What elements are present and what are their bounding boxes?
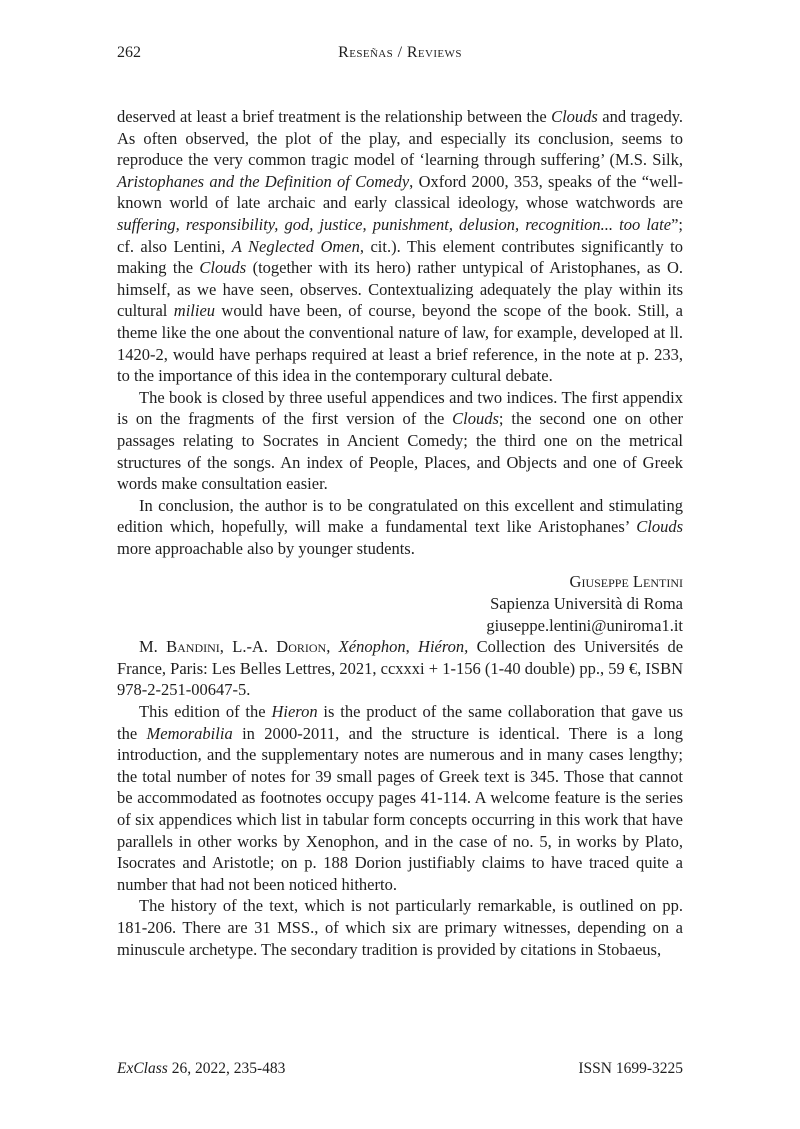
italic-text: Hieron bbox=[271, 702, 318, 722]
italic-text: Memorabilia bbox=[146, 723, 233, 743]
text-segment: , bbox=[326, 637, 339, 657]
author-email: giuseppe.lentini@uniroma1.it bbox=[486, 615, 683, 635]
author-signature bbox=[117, 571, 683, 636]
text-segment: would have been, of course, beyond the scope of the book. Still, a theme like the one about the conventional nature of law, for example, developed at ll. 1420-2, would have perhaps required at least a brief reference, in the note at p. 233, to the importance of this idea in the contemporary cultural debate. bbox=[117, 301, 684, 386]
page-body bbox=[117, 106, 683, 960]
review-paragraph-appendices bbox=[117, 387, 683, 495]
italic-text: milieu bbox=[173, 301, 216, 321]
italic-text: A Neglected Omen bbox=[231, 236, 360, 256]
italic-text: Hiéron, bbox=[418, 637, 469, 657]
review-paragraph-edition bbox=[117, 701, 683, 895]
text-segment: (together with its hero) rather untypical of Aristophanes, as O. himself, as we have seen, observes. Contextualizing adequately the play within its cultural bbox=[117, 258, 683, 321]
review-paragraph-history bbox=[117, 895, 683, 960]
smallcaps-text: Dorion bbox=[276, 637, 327, 657]
journal-title: ExClass bbox=[117, 1060, 168, 1077]
text-segment: The history of the text, which is not particularly remarkable, is outlined on pp. 181-206. There are 31 MSS., of which six are primary witnesses, depending on a minuscule archetype. The secondary tradition is provided by citations in Stobaeus, bbox=[117, 896, 683, 959]
italic-text: Clouds bbox=[551, 107, 598, 126]
text-segment: deserved at least a brief treatment is the relationship between the bbox=[117, 107, 552, 126]
page-header bbox=[117, 44, 683, 66]
text-segment: In conclusion, the author is to be congratulated on this excellent and stimulating edition which, hopefully, will make a fundamental text like Aristophanes’ bbox=[117, 495, 683, 537]
review-paragraph-conclusion bbox=[117, 495, 683, 560]
text-segment: ; the second one on other passages relating to Socrates in Ancient Comedy; the third one on the metrical structures of the songs. An index of People, Places, and Objects and one of Greek words make consultation easier. bbox=[117, 409, 683, 494]
running-head: Reseñas / Reviews bbox=[338, 44, 462, 61]
text-segment: ”; cf. also Lentini, bbox=[117, 214, 683, 256]
text-segment: in 2000-2011, and the structure is identical. There is a long introduction, and the supplementary notes are numerous and in many cases lengthy; the total number of notes for 39 small pages of Greek text is 345. Those that cannot be accommodated as footnotes occupy pages 41-114. A welcome feature is the series of six appendices which list in tabular form concepts occurring in this work that have parallels in other works by Xenophon, and in the case of no. 5, in works by Plato, Isocrates and Aristotle; on p. 188 Dorion justifiably claims to have traced quite a number that had not been noticed hitherto. bbox=[117, 723, 683, 894]
page-footer bbox=[117, 1060, 683, 1078]
smallcaps-text: Bandini bbox=[166, 637, 220, 657]
page-number: 262 bbox=[117, 44, 141, 61]
author-affiliation: Sapienza Università di Roma bbox=[490, 594, 683, 614]
text-segment: is the product of the same collaboration that gave us the bbox=[117, 702, 683, 743]
italic-text: Clouds bbox=[452, 409, 499, 429]
text-segment: and tragedy. As often observed, the plot of the play, and especially its conclusion, seems to reproduce the very common tragic model of ‘learning through suffering’ (M.S. Silk, bbox=[117, 107, 684, 170]
text-segment: , cit.). This element contributes significantly to making the bbox=[117, 236, 684, 278]
italic-text: Aristophanes and the Definition of Comedy bbox=[117, 171, 410, 191]
text-segment: , bbox=[405, 637, 419, 657]
text-segment: , Oxford 2000, 353, speaks of the “well-known world of late archaic and early classical ideology, whose watchwords are bbox=[117, 171, 683, 213]
text-segment: The book is closed by three useful appendices and two indices. The first appendix is on the fragments of the first version of the bbox=[117, 387, 683, 429]
author-name: Giuseppe Lentini bbox=[569, 572, 683, 592]
text-segment: M. bbox=[139, 637, 167, 657]
bibliographic-entry bbox=[117, 636, 683, 701]
journal-issue-info: 26, 2022, 235-483 bbox=[167, 1060, 286, 1077]
text-segment: more approachable also by younger students. bbox=[117, 538, 415, 558]
text-segment: Collection des Universités de France, Paris: Les Belles Lettres, 2021, ccxxxi + 1-156 (1-40 double) pp., 59 €, ISBN 978-2-251-00647-5. bbox=[117, 637, 684, 700]
italic-text: Clouds bbox=[636, 517, 683, 537]
issn: ISSN 1699-3225 bbox=[578, 1060, 683, 1077]
italic-text: Clouds bbox=[199, 258, 247, 278]
review-paragraph-continuation bbox=[117, 106, 683, 387]
italic-text: suffering, responsibility, god, justice, punishment, delusion, recognition... too late bbox=[117, 214, 672, 234]
italic-text: Xénophon bbox=[338, 637, 406, 657]
text-segment: This edition of the bbox=[139, 702, 272, 722]
text-segment: , L.-A. bbox=[219, 637, 277, 657]
journal-citation bbox=[117, 1060, 285, 1078]
